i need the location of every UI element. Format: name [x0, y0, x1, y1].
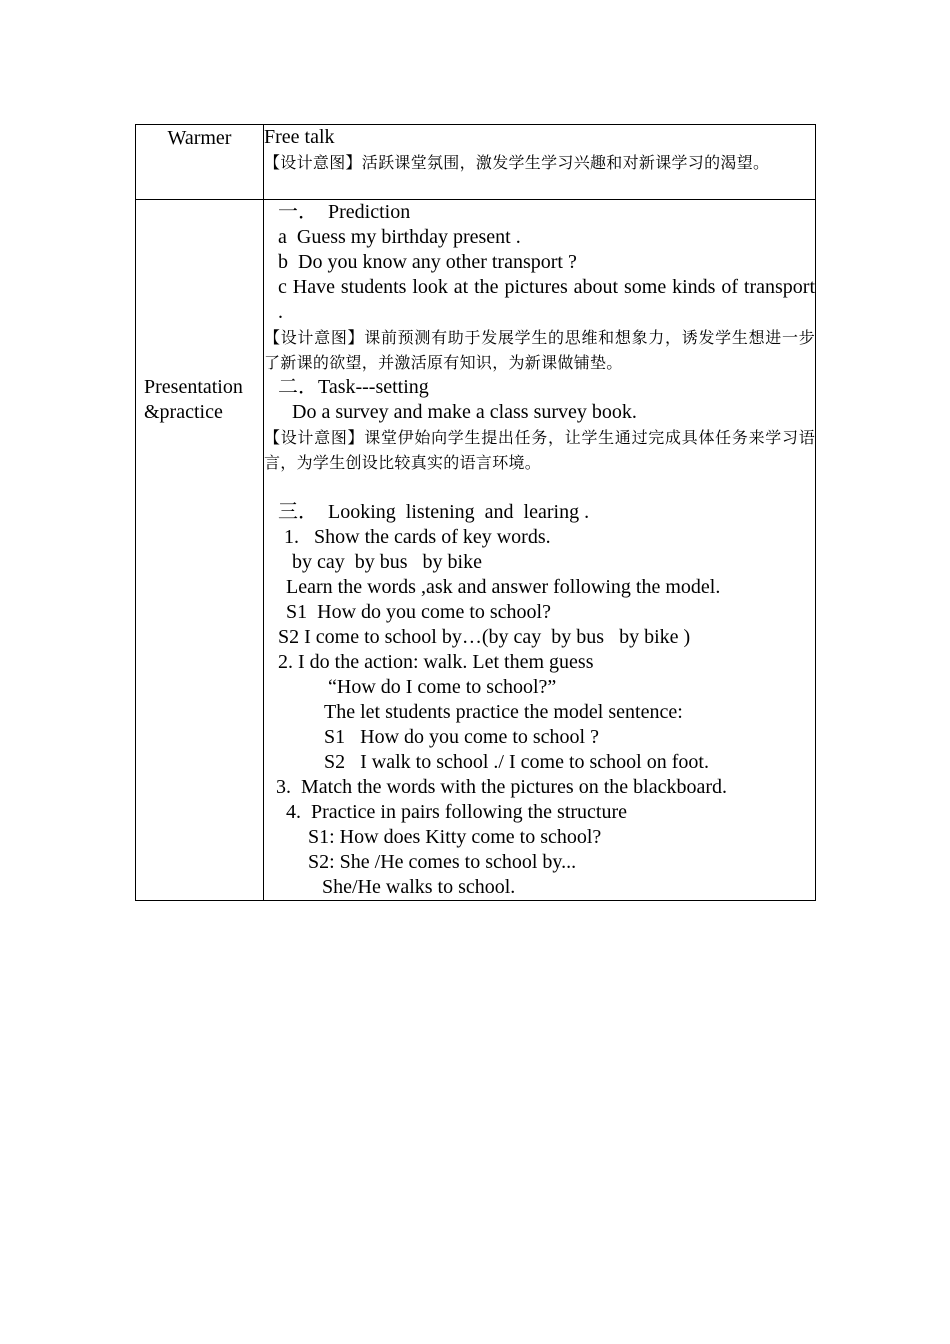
presentation-stage-line2: &practice — [144, 401, 223, 423]
prediction-design-intent: 【设计意图】课前预测有助于发展学生的思维和想象力，诱发学生想进一步了新课的欲望，并激活原有知识，为新课做铺垫。 — [264, 328, 815, 372]
looking-heading: 三． Looking listening and learing . — [278, 501, 590, 523]
presentation-stage-label — [136, 200, 263, 425]
step3-title: 3. Match the words with the pictures on the blackboard. — [276, 776, 727, 798]
step1-words: by cay by bus by bike — [292, 551, 482, 573]
step4-s3: She/He walks to school. — [322, 876, 516, 898]
step1-s1: S1 How do you come to school? — [286, 601, 551, 623]
step4-title: 4. Practice in pairs following the structure — [286, 801, 628, 823]
warmer-stage-cell — [136, 125, 264, 200]
prediction-heading: 一． Prediction — [278, 201, 411, 223]
presentation-row — [136, 200, 816, 901]
task-body: Do a survey and make a class survey book. — [292, 401, 637, 423]
step4-s2: S2: She /He comes to school by... — [308, 851, 577, 873]
step2-quote: “How do I come to school?” — [328, 676, 557, 698]
step1-learn: Learn the words ,ask and answer following the model. — [286, 576, 721, 598]
spacer — [264, 475, 815, 500]
prediction-item-a: a Guess my birthday present . — [278, 226, 521, 248]
step1-s2: S2 I come to school by…(by cay by bus by bike ) — [278, 626, 691, 648]
step2-s2: S2 I walk to school ./ I come to school on foot. — [324, 751, 709, 773]
step2-title: 2. I do the action: walk. Let them guess — [278, 651, 594, 673]
task-design-intent: 【设计意图】课堂伊始向学生提出任务，让学生通过完成具体任务来学习语言，为学生创设比较真实的语言环境。 — [264, 428, 815, 472]
lesson-plan-table — [135, 124, 816, 901]
presentation-stage-line1: Presentation — [144, 376, 243, 398]
step1-title: 1. Show the cards of key words. — [284, 526, 551, 548]
warmer-content-cell — [264, 125, 816, 200]
warmer-stage-label: Warmer — [167, 127, 232, 149]
step2-s1: S1 How do you come to school ? — [324, 726, 599, 748]
warmer-row — [136, 125, 816, 200]
presentation-content-cell — [264, 200, 816, 901]
step4-s1: S1: How does Kitty come to school? — [308, 826, 602, 848]
warmer-title: Free talk — [264, 126, 335, 148]
step2-practice: The let students practice the model sentence: — [324, 701, 683, 723]
warmer-design-intent: 【设计意图】活跃课堂氛围，激发学生学习兴趣和对新课学习的渴望。 — [264, 153, 770, 172]
presentation-stage-cell — [136, 200, 264, 901]
task-heading: 二．Task---setting — [278, 376, 429, 398]
prediction-item-b: b Do you know any other transport ? — [278, 251, 577, 273]
prediction-item-c: c Have students look at the pictures about some kinds of transport . — [278, 276, 815, 323]
